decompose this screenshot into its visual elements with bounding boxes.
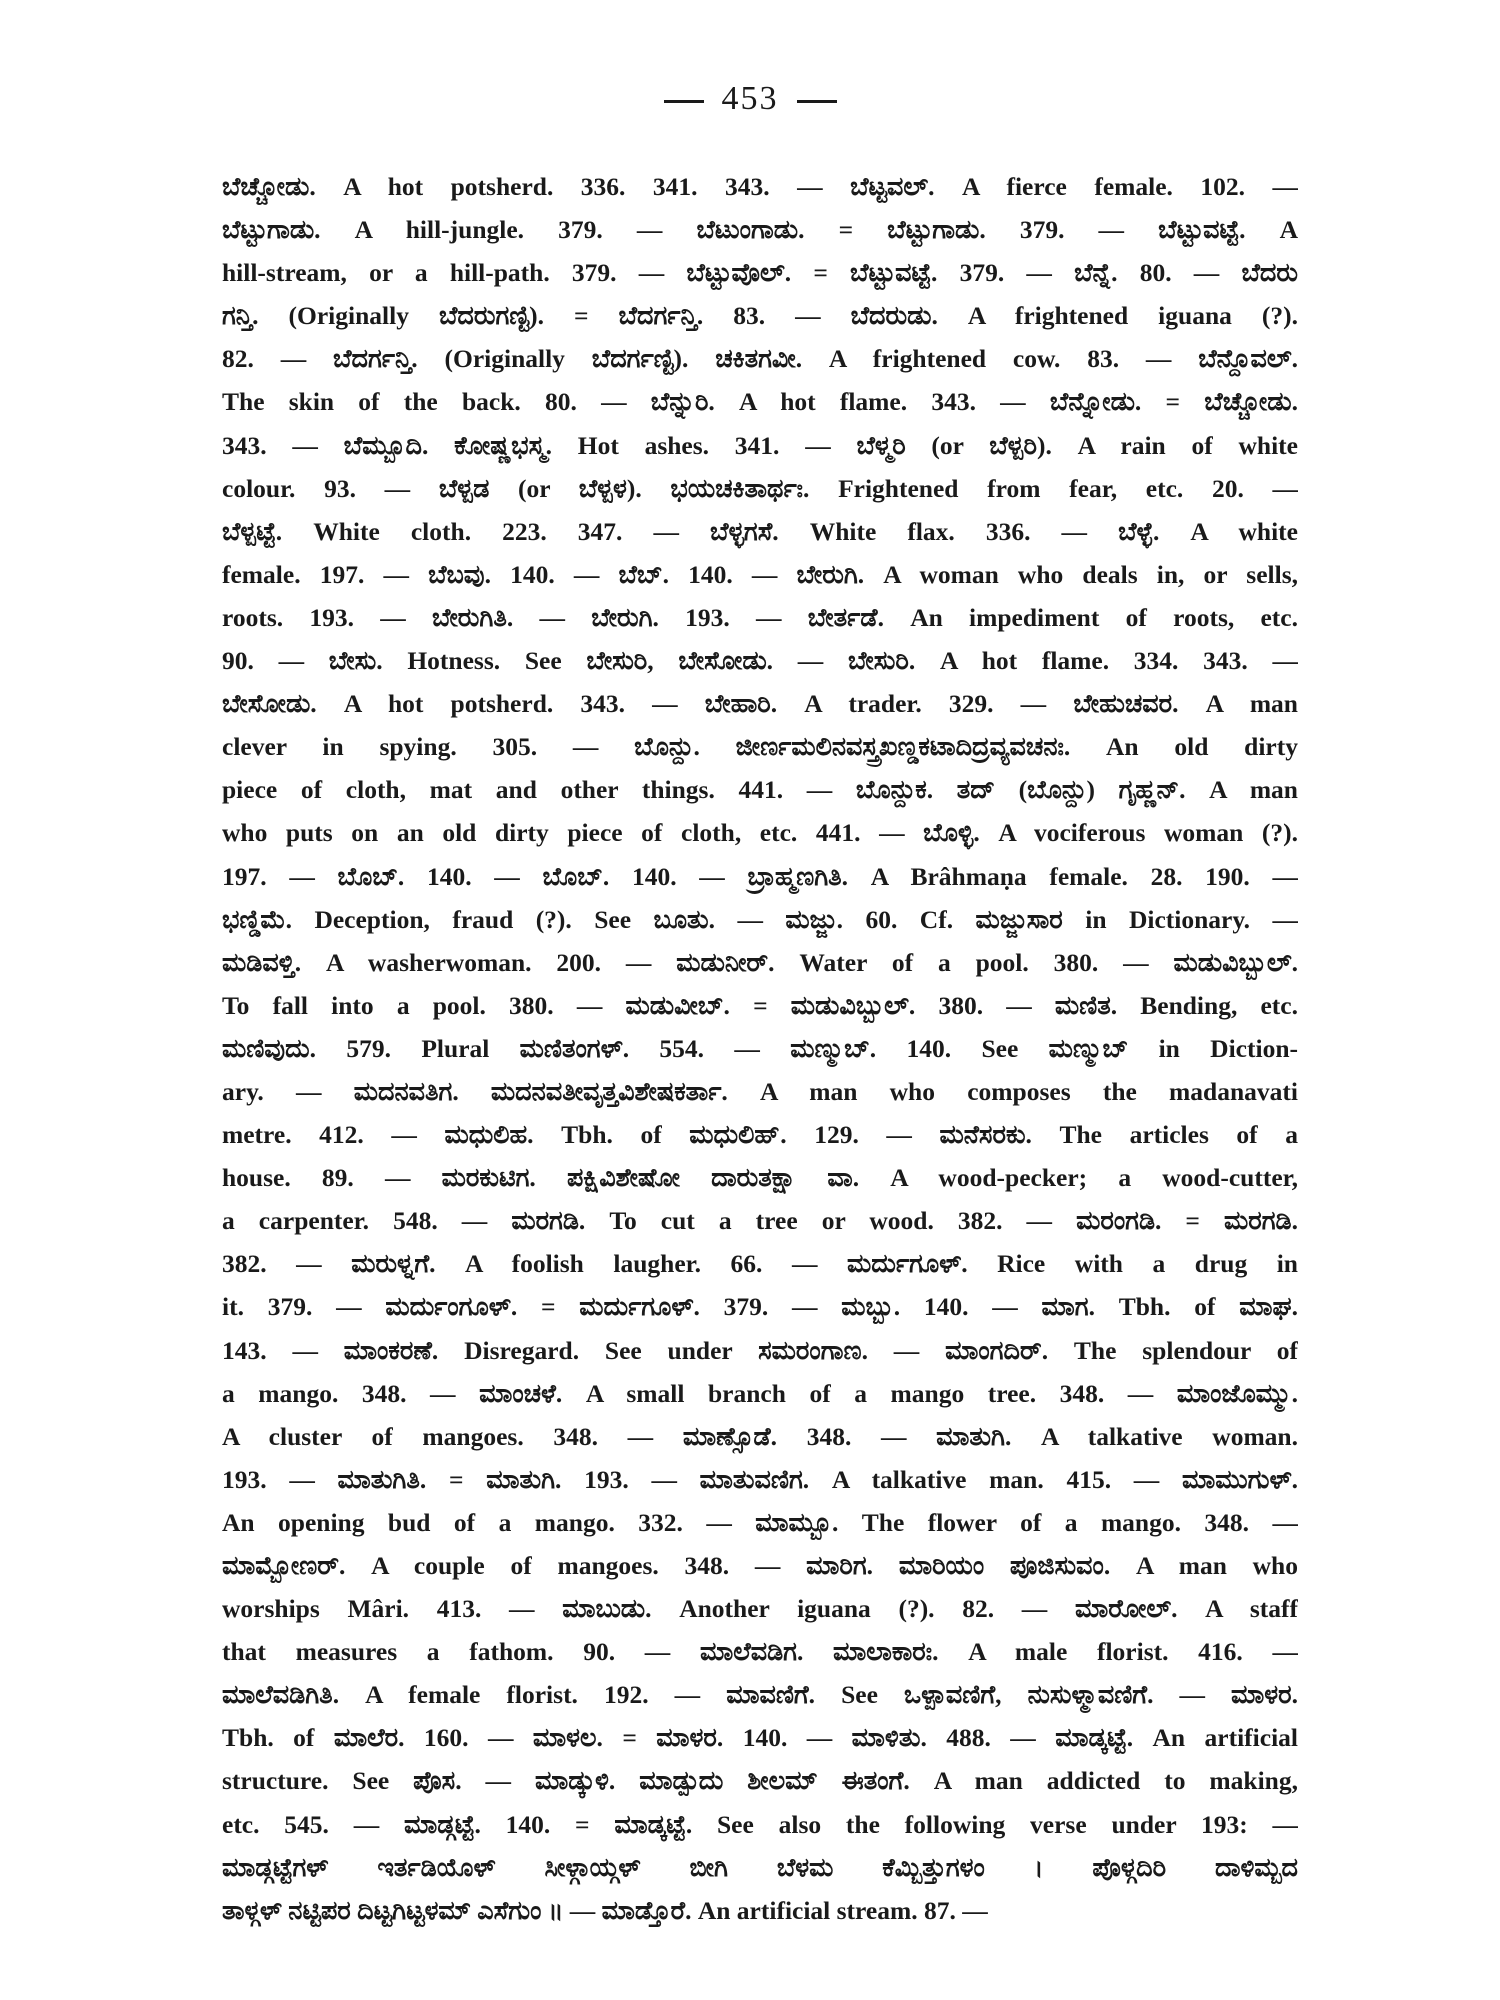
text-line: The skin of the back. 80. — ಬೆನ್ನುರಿ. A hot flame. 343. — ಬೆನ್ನೋಡು. = ಬೆಚ್ಚೋಡು. <box>222 387 1298 417</box>
text-line: An opening bud of a mango. 332. — ಮಾಮ್ಬೂ. The flower of a mango. 348. — <box>222 1507 1298 1537</box>
text-line: 343. — ಬೆಮ್ಬೂದಿ. ಕೋಷ್ಣಭಸ್ಮ. Hot ashes. 341. — ಬೆಳ್ಮರಿ (or ಬೆಳ್ಪರಿ). A rain of white <box>222 430 1298 460</box>
text-line: 82. — ಬೆದರ್ಗನ್ತಿ. (Originally ಬೆದರ್ಗಣ್ಟಿ). ಚಕಿತಗವೀ. A frightened cow. 83. — ಬೆನ್ದೊವಲ್. <box>222 344 1298 374</box>
text-line: 193. — ಮಾತುಗಿತಿ. = ಮಾತುಗಿ. 193. — ಮಾತುವಣಿಗ. A talkative man. 415. — ಮಾಮುಗುಳ್. <box>222 1464 1298 1494</box>
text-line: female. 197. — ಬೆಬವು. 140. — ಬೆಬ್. 140. — ಬೇರುಗಿ. A woman who deals in, or sells, <box>222 559 1298 589</box>
text-line: 143. — ಮಾಂಕರಣೆ. Disregard. See under ಸಮರಂಗಾಣ. — ಮಾಂಗದಿರ್. The splendour of <box>222 1335 1298 1365</box>
text-line: 90. — ಬೇಸು. Hotness. See ಬೇಸುರಿ, ಬೇಸೋಡು. — ಬೇಸುರಿ. A hot flame. 334. 343. — <box>222 646 1298 676</box>
text-line: ಮಡಿವಳ್ತಿ. A washerwoman. 200. — ಮಡುನೀರ್. Water of a pool. 380. — ಮಡುವಿಬ್ಬುಲ್. <box>222 947 1298 977</box>
text-line: To fall into a pool. 380. — ಮಡುವೀಬ್. = ಮಡುವಿಬ್ಬುಲ್. 380. — ಮಣಿತ. Bending, etc. <box>222 990 1298 1020</box>
text-line: structure. See ಪೊಸ. — ಮಾಡ್ಕುಳಿ. ಮಾಡ್ಪುದು ಶೀಲಮ್ ಈತಂಗೆ. A man addicted to making, <box>222 1766 1298 1796</box>
text-line: ಗನ್ತಿ. (Originally ಬೆದರುಗಣ್ಟಿ). = ಬೆದರ್ಗನ್ತಿ. 83. — ಬೆದರುಡು. A frightened iguana (?). <box>222 301 1298 331</box>
text-line: clever in spying. 305. — ಬೊನ್ದು. ಜೀರ್ಣಮಲಿನವಸ್ತ್ರಖಣ್ಡಕಟಾದಿದ್ರವ್ಯವಚನಃ. An old dirty <box>222 732 1298 762</box>
text-line: ಬೇಸೋಡು. A hot potsherd. 343. — ಬೇಹಾರಿ. A trader. 329. — ಬೇಹುಚವರ. A man <box>222 689 1298 719</box>
text-line: ಬೆಚ್ಚೋಡು. A hot potsherd. 336. 341. 343. — ಬೆಟ್ಟವಲ್. A fierce female. 102. — <box>222 172 1298 201</box>
text-line: ಭಣ್ಡಿಮೆ. Deception, fraud (?). See ಬೂತು. — ಮಜ್ಜು. 60. Cf. ಮಜ್ಜುಸಾರ in Dictionary. — <box>222 904 1298 934</box>
text-line: A cluster of mangoes. 348. — ಮಾಣ್ಸೊಡೆ. 348. — ಮಾತುಗಿ. A talkative woman. <box>222 1421 1298 1451</box>
text-line: ಬೆಟ್ಟುಗಾಡು. A hill-jungle. 379. — ಬೆಟುಂಗಾಡು. = ಬೆಟ್ಟುಗಾಡು. 379. — ಬೆಟ್ಟುವಟ್ಟೆ. A <box>222 215 1298 245</box>
text-line: ಮಾಡ್ಗಟ್ಟೆಗಳ್ ಇರ್ತಡಿಯೊಳ್ ಸೀಳ್ಗಾಯ್ಗಳ್ ಬೀಗಿ ಬೆಳಮ ಕೆಮ್ಬಿತ್ತುಗಳಂ । ಪೊಳ್ಗದಿರಿ ದಾಳಿಮ್ಬದ <box>222 1852 1298 1882</box>
text-line: who puts on an old dirty piece of cloth, etc. 441. — ಬೊಳ್ಳಿ. A vociferous woman (?). <box>222 818 1298 848</box>
text-line: that measures a fathom. 90. — ಮಾಲೆವಡಿಗ. ಮಾಲಾಕಾರಃ. A male florist. 416. — <box>222 1637 1298 1667</box>
text-line: ಮಾಮ್ಬೋಣರ್. A couple of mangoes. 348. — ಮಾರಿಗ. ಮಾರಿಯಂ ಪೂಜಿಸುವಂ. A man who <box>222 1551 1298 1580</box>
text-line: ary. — ಮದನವತಿಗ. ಮದನವತೀವೃತ್ತವಿಶೇಷಕರ್ತಾ. A man who composes the madanavati <box>222 1076 1298 1106</box>
text-line: a carpenter. 548. — ಮರಗಡಿ. To cut a tree or wood. 382. — ಮರಂಗಡಿ. = ಮರಗಡಿ. <box>222 1206 1298 1236</box>
text-line: metre. 412. — ಮಧುಲಿಹ. Tbh. of ಮಧುಲಿಹ್. 129. — ಮನೆಸರಕು. The articles of a <box>222 1120 1298 1150</box>
header-dash-right <box>797 100 837 103</box>
text-line: ತಾಳ್ಗಳ್ ನಟ್ಟಿಪರ ದಿಟ್ಟಗಿಟ್ಟಳಮ್ ಎಸೆಗುಂ ॥ — ಮಾಡ್ತೊರೆ. An artificial stream. 87. — <box>222 1895 988 1925</box>
text-line: piece of cloth, mat and other things. 441. — ಬೊನ್ದುಕ. ತದ್ (ಬೊನ್ದು) ಗೃಹ್ಣನ್. A man <box>222 775 1298 805</box>
text-line: worships Mâri. 413. — ಮಾಬುಡು. Another iguana (?). 82. — ಮಾರೋಲ್. A staff <box>222 1594 1298 1624</box>
entry-text-block <box>222 165 1298 1932</box>
text-line: 382. — ಮರುಳ್ನಗೆ. A foolish laugher. 66. — ಮರ್ದುಗೂಳ್. Rice with a drug in <box>222 1249 1298 1279</box>
header-dash-left <box>664 100 704 103</box>
text-line: 197. — ಬೊಬ್. 140. — ಬೊಬ್. 140. — ಬ್ರಾಹ್ಮಣಗಿತಿ. A Brâhmaṇa female. 28. 190. — <box>222 861 1298 891</box>
page-header <box>0 80 1500 118</box>
text-line: etc. 545. — ಮಾಡ್ಗಟ್ಟೆ. 140. = ಮಾಡ್ಕಟ್ಟೆ. See also the following verse under 193: — <box>222 1809 1298 1839</box>
text-line: a mango. 348. — ಮಾಂಚಳೆ. A small branch of a mango tree. 348. — ಮಾಂಜೊಮ್ಮು. <box>222 1378 1298 1408</box>
page-number: 453 <box>721 80 779 117</box>
text-line: it. 379. — ಮರ್ದುಂಗೂಳ್. = ಮರ್ದುಗೂಳ್. 379. — ಮಬ್ಬು. 140. — ಮಾಗ. Tbh. of ಮಾಘ. <box>222 1292 1298 1322</box>
text-line: Tbh. of ಮಾಲೆರ. 160. — ಮಾಳಲ. = ಮಾಳರ. 140. — ಮಾಳಿತು. 488. — ಮಾಡ್ಕಟ್ಟೆ. An artificial <box>222 1723 1298 1753</box>
text-line: ಮಾಲೆವಡಿಗಿತಿ. A female florist. 192. — ಮಾವಣಿಗೆ. See ಒಳ್ಪಾವಣಿಗೆ, ನುಸುಳ್ಮಾವಣಿಗೆ. — ಮಾಳರ. <box>222 1680 1298 1710</box>
text-line: hill-stream, or a hill-path. 379. — ಬೆಟ್ಟುವೊಲ್. = ಬೆಟ್ಟುವಟ್ಟೆ. 379. — ಬೆನ್ನೆ. 80. — ಬೆದರು <box>222 258 1298 288</box>
text-line: ಬೆಳ್ಪಟ್ಟೆ. White cloth. 223. 347. — ಬೆಳ್ಳಗಸೆ. White flax. 336. — ಬೆಳ್ಳೆ. A white <box>222 516 1298 546</box>
text-line: roots. 193. — ಬೇರುಗಿತಿ. — ಬೇರುಗಿ. 193. — ಬೇರ್ತಡೆ. An impediment of roots, etc. <box>222 602 1298 632</box>
text-line: colour. 93. — ಬೆಳ್ಪಡ (or ಬೆಳ್ಪಳ). ಭಯಚಕಿತಾರ್ಥಃ. Frightened from fear, etc. 20. — <box>222 473 1298 503</box>
text-line: ಮಣಿವುದು. 579. Plural ಮಣಿತಂಗಳ್. 554. — ಮಣ್ಮುಬ್. 140. See ಮಣ್ಮುಬ್ in Diction- <box>222 1033 1298 1063</box>
text-line: house. 89. — ಮರಕುಟಿಗ. ಪಕ್ಷಿವಿಶೇಷೋ ದಾರುತಕ್ಷಾ ವಾ. A wood-pecker; a wood-cutter, <box>222 1163 1298 1193</box>
